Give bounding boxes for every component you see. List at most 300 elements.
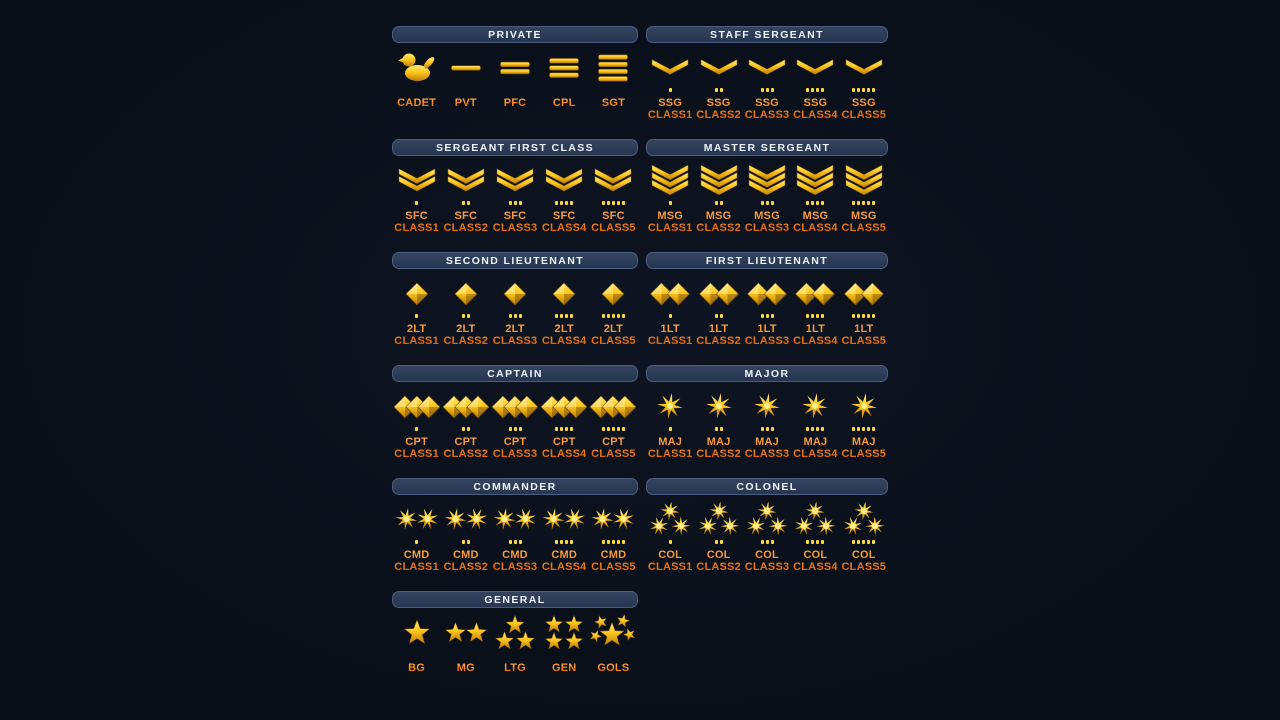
- rank-cell: [840, 388, 888, 460]
- sunburst-1-icon: [696, 388, 742, 426]
- class-dot: [669, 88, 672, 92]
- rank-insignia: [394, 614, 440, 652]
- class-dot: [771, 88, 774, 92]
- diamond-2-icon: [841, 275, 887, 313]
- rank-insignia: [541, 49, 587, 87]
- class-dot: [612, 314, 615, 318]
- diamond-3-icon: [590, 388, 636, 426]
- rank-cells: [392, 275, 638, 347]
- rank-insignia: [792, 388, 838, 426]
- rank-label-line: CLASS1: [394, 334, 439, 347]
- rank-label-line: SSG: [658, 97, 683, 109]
- rank-insignia: [841, 49, 887, 87]
- class-dot: [622, 201, 625, 205]
- rank-label-line: CLASS5: [841, 221, 887, 234]
- class-dots: [852, 427, 875, 431]
- chevron-1-icon: [696, 49, 742, 87]
- rank-label-line: SFC: [405, 210, 428, 222]
- rank-section: [392, 26, 638, 110]
- rank-insignia: [647, 49, 693, 87]
- class-dot: [514, 314, 517, 318]
- class-dot: [467, 201, 470, 205]
- rank-label-line: CLASS4: [793, 560, 838, 573]
- class-dot: [565, 314, 568, 318]
- class-dot: [467, 427, 470, 431]
- class-dot: [852, 201, 855, 205]
- class-dot: [509, 540, 512, 544]
- rank-label: [444, 550, 489, 573]
- rank-label: [745, 550, 790, 573]
- class-dot: [509, 314, 512, 318]
- rank-insignia: [841, 388, 887, 426]
- rank-cell: [441, 614, 490, 675]
- rank-insignia: [394, 501, 440, 539]
- rank-label-line: CLASS3: [744, 221, 790, 234]
- rank-cell: [694, 49, 742, 121]
- rank-label: [542, 437, 587, 460]
- class-dot: [857, 201, 860, 205]
- section-header: [392, 139, 638, 156]
- sunburst-2-icon: [492, 501, 538, 539]
- class-dots: [715, 540, 723, 544]
- class-dot: [872, 427, 875, 431]
- class-dot: [862, 201, 865, 205]
- class-dots: [669, 540, 672, 544]
- class-dot: [617, 427, 620, 431]
- rank-label-line: CMD: [403, 549, 430, 561]
- sunburst-3-icon: [792, 501, 838, 539]
- rank-label-line: CLASS4: [793, 334, 838, 347]
- rank-label-line: SSG: [755, 97, 779, 109]
- chevron-2-icon: [492, 162, 538, 200]
- rank-label-line: SSG: [803, 97, 828, 109]
- class-dot: [565, 540, 568, 544]
- rank-cell: [743, 49, 791, 121]
- class-dot: [415, 427, 418, 431]
- rank-label-line: CMD: [600, 549, 627, 561]
- diamond-2-icon: [696, 275, 742, 313]
- rank-label-line: CLASS2: [696, 560, 741, 573]
- rank-label: [397, 98, 436, 110]
- class-dot: [862, 314, 865, 318]
- rank-label-line: CLASS2: [696, 334, 741, 347]
- rank-cell: [840, 275, 888, 347]
- three-bars-icon: [541, 49, 587, 87]
- section-title: MAJOR: [744, 367, 790, 380]
- rank-label: [591, 324, 636, 347]
- rank-cell: [589, 388, 638, 460]
- class-dot: [555, 427, 558, 431]
- section-header: [646, 252, 888, 269]
- rank-section: [646, 139, 888, 234]
- class-dot: [519, 540, 522, 544]
- class-dots: [669, 427, 672, 431]
- sunburst-2-icon: [443, 501, 489, 539]
- rank-cell: [540, 49, 589, 110]
- rank-label: [542, 211, 587, 234]
- class-dot: [821, 201, 824, 205]
- rank-label: [745, 211, 790, 234]
- rank-cells: [392, 388, 638, 460]
- class-dot: [715, 427, 718, 431]
- class-dot: [514, 201, 517, 205]
- class-dot: [771, 540, 774, 544]
- rank-label-line: CLASS5: [841, 108, 887, 121]
- rank-cell: [441, 162, 490, 234]
- rank-insignia: [647, 388, 693, 426]
- rank-insignia: [443, 162, 489, 200]
- rank-label: [648, 211, 693, 234]
- rank-label-line: 2LT: [554, 323, 574, 335]
- rank-insignia: [443, 49, 489, 87]
- rank-label-line: SSG: [851, 97, 876, 109]
- rank-cells: [646, 501, 888, 573]
- rank-cell: [490, 614, 539, 675]
- rank-insignia: [841, 162, 887, 200]
- section-title: COLONEL: [736, 480, 798, 493]
- rank-insignia: [590, 49, 636, 87]
- rank-insignia: [792, 275, 838, 313]
- rank-label-line: CMD: [452, 549, 479, 561]
- rank-label-line: CLASS3: [744, 447, 790, 460]
- rank-label-line: CLASS3: [492, 560, 538, 573]
- rank-cell: [646, 162, 694, 234]
- diamond-1-icon: [394, 275, 440, 313]
- two-bars-icon: [492, 49, 538, 87]
- rank-insignia: [744, 49, 790, 87]
- rank-label-line: SFC: [454, 210, 478, 222]
- class-dots: [761, 88, 774, 92]
- rank-cell: [589, 162, 638, 234]
- section-title: FIRST LIEUTENANT: [705, 254, 829, 267]
- chevron-3-icon: [792, 162, 838, 200]
- rank-label: [793, 437, 838, 460]
- rank-cell: [441, 388, 490, 460]
- rank-label: [591, 550, 636, 573]
- rank-cell: [392, 162, 441, 234]
- rank-insignia: [492, 388, 538, 426]
- class-dot: [715, 201, 718, 205]
- rank-label-line: CLASS1: [647, 108, 693, 121]
- class-dot: [415, 540, 418, 544]
- class-dot: [462, 314, 465, 318]
- class-dot: [862, 427, 865, 431]
- diamond-3-icon: [541, 388, 587, 426]
- rank-label: [597, 663, 629, 675]
- rank-insignia: [541, 614, 587, 652]
- section-header: [646, 365, 888, 382]
- rank-section: [646, 252, 888, 347]
- class-dot: [766, 88, 769, 92]
- rank-label-line: GEN: [551, 662, 577, 674]
- rank-label: [444, 437, 489, 460]
- rank-insignia: [696, 501, 742, 539]
- rank-label-line: CLASS3: [492, 221, 538, 234]
- rank-insignia: [394, 162, 440, 200]
- class-dot: [766, 314, 769, 318]
- rank-insignia: [696, 388, 742, 426]
- class-dot: [555, 540, 558, 544]
- class-dot: [622, 314, 625, 318]
- chevron-2-icon: [541, 162, 587, 200]
- rank-insignia: [443, 388, 489, 426]
- class-dot: [806, 201, 809, 205]
- rank-label: [552, 663, 576, 675]
- rank-cell: [490, 162, 539, 234]
- rank-insignia: [696, 275, 742, 313]
- class-dots: [602, 427, 625, 431]
- sunburst-1-icon: [841, 388, 887, 426]
- rank-insignia: [744, 162, 790, 200]
- class-dot: [570, 540, 573, 544]
- class-dot: [862, 88, 865, 92]
- rank-label-line: CLASS2: [696, 447, 741, 460]
- class-dots: [852, 540, 875, 544]
- class-dot: [811, 88, 814, 92]
- rank-label-line: MAJ: [658, 436, 683, 448]
- rank-label-line: CLASS4: [541, 560, 587, 573]
- rank-section: [392, 252, 638, 347]
- class-dot: [821, 540, 824, 544]
- class-dots: [669, 201, 672, 205]
- class-dot: [720, 201, 723, 205]
- rank-label: [648, 437, 693, 460]
- class-dots: [669, 88, 672, 92]
- rank-label: [394, 550, 439, 573]
- rank-cell: [589, 275, 638, 347]
- rank-cells: [392, 162, 638, 234]
- rank-label: [696, 211, 741, 234]
- class-dot: [555, 314, 558, 318]
- class-dot: [872, 201, 875, 205]
- rank-label-line: CPT: [552, 436, 576, 448]
- rank-label-line: 2LT: [603, 323, 624, 335]
- rank-cell: [490, 501, 539, 573]
- class-dots: [715, 314, 723, 318]
- rank-insignia: [541, 162, 587, 200]
- rank-label-line: SFC: [503, 210, 527, 222]
- rank-label-line: CLASS1: [394, 447, 439, 460]
- class-dot: [852, 88, 855, 92]
- chevron-2-icon: [394, 162, 440, 200]
- rank-label: [793, 324, 838, 347]
- rank-label-line: CPT: [454, 436, 478, 448]
- class-dot: [816, 88, 819, 92]
- rank-insignia: [443, 614, 489, 652]
- rank-cell: [694, 162, 742, 234]
- rank-label: [504, 663, 526, 675]
- rank-cells: [392, 501, 638, 573]
- rank-label-line: LTG: [504, 662, 526, 674]
- rank-insignia: [744, 388, 790, 426]
- chevron-1-icon: [647, 49, 693, 87]
- class-dots: [852, 314, 875, 318]
- chevron-3-icon: [696, 162, 742, 200]
- rank-cell: [840, 501, 888, 573]
- class-dot: [867, 201, 870, 205]
- class-dot: [570, 201, 573, 205]
- class-dot: [816, 427, 819, 431]
- duck-icon: [394, 49, 440, 87]
- rank-label-line: CLASS4: [793, 447, 838, 460]
- rank-label-line: CLASS1: [647, 334, 693, 347]
- class-dot: [555, 201, 558, 205]
- rank-label-line: CLASS4: [793, 108, 838, 121]
- rank-insignia: [541, 275, 587, 313]
- rank-label: [542, 324, 587, 347]
- class-dots: [806, 201, 824, 205]
- sunburst-3-icon: [647, 501, 693, 539]
- chevron-2-icon: [443, 162, 489, 200]
- rank-cell: [791, 275, 839, 347]
- four-bars-icon: [590, 49, 636, 87]
- class-dot: [519, 201, 522, 205]
- class-dots: [509, 427, 522, 431]
- rank-label: [842, 98, 887, 121]
- rank-cell: [392, 275, 441, 347]
- rank-label-line: CLASS1: [394, 560, 439, 573]
- diamond-3-icon: [394, 388, 440, 426]
- class-dot: [602, 314, 605, 318]
- rank-label-line: SGT: [601, 97, 626, 109]
- class-dots: [761, 427, 774, 431]
- rank-insignia: [492, 614, 538, 652]
- class-dot: [669, 314, 672, 318]
- rank-label: [793, 550, 838, 573]
- rank-insignia: [792, 501, 838, 539]
- rank-section: [392, 478, 638, 573]
- rank-label-line: CPT: [405, 436, 428, 448]
- rank-cell: [392, 614, 441, 675]
- rank-insignia: [841, 275, 887, 313]
- class-dot: [715, 314, 718, 318]
- rank-label-line: CLASS3: [492, 334, 538, 347]
- section-header: [392, 365, 638, 382]
- rank-label-line: 1LT: [854, 323, 874, 335]
- chevron-1-icon: [841, 49, 887, 87]
- class-dot: [462, 427, 465, 431]
- rank-label-line: MSG: [657, 210, 684, 222]
- section-header: [646, 139, 888, 156]
- rank-label-line: CLASS4: [541, 334, 587, 347]
- class-dot: [771, 314, 774, 318]
- rank-label: [745, 324, 790, 347]
- rank-cells: [392, 614, 638, 675]
- class-dot: [811, 314, 814, 318]
- class-dot: [602, 427, 605, 431]
- rank-label: [648, 324, 693, 347]
- class-dots: [462, 540, 470, 544]
- class-dot: [821, 314, 824, 318]
- rank-label-line: MAJ: [803, 436, 828, 448]
- rank-label-line: CLASS3: [744, 334, 790, 347]
- class-dot: [857, 427, 860, 431]
- class-dots: [761, 540, 774, 544]
- rank-cell: [490, 275, 539, 347]
- section-header: [646, 26, 888, 43]
- class-dot: [622, 427, 625, 431]
- rank-cell: [791, 162, 839, 234]
- section-title: SECOND LIEUTENANT: [445, 254, 585, 267]
- rank-cells: [392, 49, 638, 110]
- class-dots: [806, 540, 824, 544]
- class-dot: [816, 201, 819, 205]
- rank-insignia: [590, 275, 636, 313]
- rank-label-line: MSG: [802, 210, 829, 222]
- class-dots: [602, 201, 625, 205]
- rank-insignia: [647, 501, 693, 539]
- rank-label: [394, 211, 439, 234]
- rank-cells: [646, 162, 888, 234]
- class-dot: [560, 540, 563, 544]
- diamond-1-icon: [590, 275, 636, 313]
- rank-label: [648, 98, 693, 121]
- rank-label: [842, 437, 887, 460]
- rank-cell: [540, 614, 589, 675]
- rank-label-line: CLASS2: [443, 560, 489, 573]
- rank-cell: [743, 162, 791, 234]
- class-dots: [462, 201, 470, 205]
- rank-label-line: 2LT: [406, 323, 427, 335]
- rank-insignia: [443, 275, 489, 313]
- rank-label: [648, 550, 693, 573]
- class-dot: [669, 427, 672, 431]
- rank-label-line: CLASS2: [443, 447, 489, 460]
- class-dot: [519, 427, 522, 431]
- chevron-3-icon: [841, 162, 887, 200]
- class-dot: [509, 201, 512, 205]
- rank-label-line: COL: [755, 549, 779, 561]
- class-dot: [612, 540, 615, 544]
- rank-insignia: [590, 388, 636, 426]
- class-dot: [811, 427, 814, 431]
- rank-label: [455, 98, 477, 110]
- class-dot: [857, 540, 860, 544]
- class-dots: [806, 314, 824, 318]
- class-dot: [602, 540, 605, 544]
- rank-cell: [646, 49, 694, 121]
- class-dot: [617, 201, 620, 205]
- class-dot: [509, 427, 512, 431]
- rank-section: [646, 478, 888, 573]
- rank-insignia: [744, 275, 790, 313]
- rank-label: [591, 211, 636, 234]
- rank-label-line: COL: [851, 549, 876, 561]
- rank-insignia: [792, 162, 838, 200]
- rank-label: [842, 324, 887, 347]
- class-dot: [806, 427, 809, 431]
- class-dot: [519, 314, 522, 318]
- rank-label-line: MSG: [754, 210, 780, 222]
- sunburst-1-icon: [744, 388, 790, 426]
- rank-cells: [646, 388, 888, 460]
- class-dot: [669, 201, 672, 205]
- rank-cell: [694, 275, 742, 347]
- rank-section: [392, 139, 638, 234]
- class-dots: [555, 427, 573, 431]
- diamond-1-icon: [541, 275, 587, 313]
- sunburst-2-icon: [541, 501, 587, 539]
- class-dot: [467, 314, 470, 318]
- class-dot: [415, 201, 418, 205]
- class-dot: [761, 201, 764, 205]
- class-dot: [617, 540, 620, 544]
- sunburst-3-icon: [841, 501, 887, 539]
- class-dot: [560, 427, 563, 431]
- class-dots: [715, 88, 723, 92]
- rank-cell: [490, 388, 539, 460]
- sunburst-3-icon: [744, 501, 790, 539]
